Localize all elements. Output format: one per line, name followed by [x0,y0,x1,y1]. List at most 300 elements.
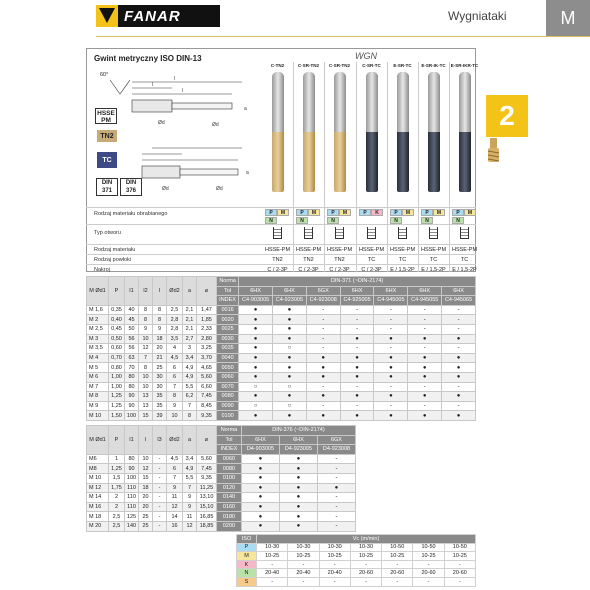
availability-mark: ● [340,392,374,402]
speed-value: - [413,560,444,569]
table-cell: 25 [153,363,167,373]
availability-mark: ● [241,454,279,464]
table-row [87,521,356,531]
table-cell: M 14 [87,493,109,503]
table-cell: - [153,512,167,522]
size-code: 0016 [217,305,239,315]
table-cell: 2 [109,493,125,503]
availability-mark: ● [279,483,317,493]
tolerance-value: 6HX [374,286,408,296]
speed-value: 10-30 [288,543,319,552]
size-code: 0030 [217,334,239,344]
table-cell: 0,40 [109,315,125,325]
availability-mark: ● [273,392,307,402]
table-cell: 6 [167,372,183,382]
size-code: 0080 [217,464,242,474]
hsse-pm-badge: HSSE PM [95,108,117,124]
table-cell: 1,75 [109,483,125,493]
index-value: C4-945005 [374,296,408,306]
din-371-table [86,276,476,421]
availability-mark: - [408,401,442,411]
size-code: 0100 [217,411,239,421]
table-cell: 80 [125,454,139,464]
coating-value: TN2 [303,257,314,263]
speed-value: 10-30 [257,543,288,552]
table-cell: 0,45 [109,324,125,334]
table-cell: 2,8 [167,324,183,334]
speed-value: - [288,560,319,569]
table-cell: 20 [139,502,153,512]
size-code: 0025 [217,324,239,334]
tap-thumbnail-icon [486,138,502,164]
iso-group: S [237,577,257,586]
availability-mark: ● [442,334,476,344]
table-cell: M 6 [87,372,109,382]
material-badge-n: N [296,217,308,224]
table-cell: 4,9 [183,363,197,373]
size-code: 0060 [217,454,242,464]
availability-mark: ● [273,315,307,325]
availability-mark: - [317,473,355,483]
tool-material-value: HSSE-PM [264,247,291,253]
table-row [87,512,356,522]
index-value: C4-923005 [273,296,307,306]
availability-mark: ● [408,411,442,421]
speed-row [237,569,476,578]
col-header: M Ød1 [87,426,109,455]
tc-coating-badge: TC [97,152,117,168]
table-cell: 20 [153,344,167,354]
iso-group: K [237,560,257,569]
chamfer-value: E / 1,5-2P [421,267,446,273]
availability-mark: ● [241,464,279,474]
table-cell: 9 [153,324,167,334]
din-371-badge: DIN 371 [96,178,118,196]
svg-text:l: l [152,82,154,88]
table-cell: 39 [153,411,167,421]
availability-mark: ● [442,372,476,382]
table-cell: 3,5 [167,334,183,344]
availability-mark: - [306,324,340,334]
availability-mark: - [317,454,355,464]
size-code: 0180 [217,512,242,522]
table-cell: 6 [167,464,183,474]
material-badge-m: M [277,209,289,216]
size-code: 0080 [217,392,239,402]
column-divider [293,62,294,272]
availability-mark: ● [239,334,273,344]
table-cell: 4,65 [197,363,217,373]
table-cell: 18 [139,483,153,493]
speed-value: 20-60 [444,569,475,578]
table-cell: M6 [87,454,109,464]
table-cell: 1,25 [109,464,125,474]
tolerance-value: 6GX [317,435,355,445]
speed-value: 20-40 [257,569,288,578]
table-cell: 2 [109,502,125,512]
speed-row [237,543,476,552]
tolerance-value: 6HX [442,286,476,296]
table-cell: 35 [153,392,167,402]
speed-value: - [444,560,475,569]
tolerance-value: 6GX [306,286,340,296]
table-cell: 6 [167,363,183,373]
chamfer-value: C / 2-3P [267,267,288,273]
coating-value: TN2 [334,257,345,263]
tool-shank-image [366,72,378,132]
material-badge-p: P [265,209,277,216]
chamfer-value: C / 2-3P [361,267,382,273]
speed-value: 10-50 [382,543,413,552]
table-cell: 10 [139,382,153,392]
table-row [87,334,476,344]
table-cell: 1,25 [109,392,125,402]
availability-mark: ○ [239,382,273,392]
material-badge-p: P [452,209,464,216]
section-tab: 2 [486,95,528,137]
availability-mark: ● [306,411,340,421]
table-cell: 5,60 [197,454,217,464]
divider [86,207,476,208]
table-cell: M 16 [87,502,109,512]
tool-column-header: E-SR-IKR-TC [450,63,479,68]
table-cell: 11,25 [197,483,217,493]
tool-column-header: C-TN2 [270,63,285,68]
material-badge-k: K [371,209,383,216]
table-cell: 18,85 [197,521,217,531]
norm-value: DIN-376 (~DIN-2174) [241,426,355,436]
availability-mark: - [317,502,355,512]
availability-mark: - [306,344,340,354]
column-divider [356,62,357,272]
table-row [87,324,476,334]
chamfer-value: C / 2-3P [298,267,319,273]
availability-mark: - [317,464,355,474]
table-row [87,344,476,354]
coating-row-label: Rodzaj powłoki [94,257,131,263]
index-value: C4-903005 [239,296,273,306]
table-cell: 8 [153,315,167,325]
availability-mark: ● [317,483,355,493]
table-cell: 12 [167,502,183,512]
size-code: 0140 [217,493,242,503]
availability-mark: ● [241,512,279,522]
column-divider [324,62,325,272]
iso-group: M [237,552,257,561]
col-header: a [183,426,197,455]
availability-mark: ○ [239,401,273,411]
table-cell: - [153,483,167,493]
speed-row [237,560,476,569]
table-cell: 9,35 [197,473,217,483]
availability-mark: ● [239,372,273,382]
tool-material-value: HSSE-PM [420,247,447,253]
table-cell: 7 [167,473,183,483]
table-cell: 0,80 [109,363,125,373]
speed-value: 20-40 [288,569,319,578]
material-badge-n: N [327,217,339,224]
material-badge-p: P [327,209,339,216]
table-cell: 50 [125,324,139,334]
speed-value: - [444,577,475,586]
table-cell: 0,50 [109,334,125,344]
divider [86,264,476,265]
availability-mark: ● [340,363,374,373]
table-cell: 7,45 [197,464,217,474]
col-header: Ød2 [167,426,183,455]
availability-mark: - [340,305,374,315]
speed-value: 10-30 [319,543,350,552]
material-badge-m: M [433,209,445,216]
table-cell: 20 [139,493,153,503]
table-row [87,401,476,411]
iso-label: ISO [237,535,257,544]
tool-column-header: E-SR-TC [393,63,412,68]
speed-value: - [382,577,413,586]
speed-value: 10-50 [413,543,444,552]
availability-mark: ● [273,363,307,373]
table-cell: 90 [125,392,139,402]
table-cell: 8 [139,363,153,373]
table-cell: 45 [125,315,139,325]
availability-mark: ● [306,363,340,373]
speed-value: 20-60 [382,569,413,578]
index-value: D4-903005 [241,445,279,455]
material-row-label: Rodzaj materiału obrabianego [94,211,168,217]
tap-drill-icon: ⌀ [197,277,217,306]
availability-mark: - [317,512,355,522]
table-cell: 90 [125,464,139,474]
table-cell: 3,4 [183,454,197,464]
table-cell: 12 [139,344,153,354]
material-badge-p: P [421,209,433,216]
availability-mark: ○ [273,401,307,411]
availability-mark: ● [239,344,273,354]
norm-label: Norma [217,277,239,287]
availability-mark: ● [408,392,442,402]
table-cell: 16 [167,521,183,531]
table-cell: 0,60 [109,344,125,354]
table-row [87,473,356,483]
table-cell: 100 [125,411,139,421]
material-badge-m: M [402,209,414,216]
vc-label: Vc (m/min) [257,535,476,544]
col-header: l1 [125,426,139,455]
table-cell: - [153,454,167,464]
speed-row [237,577,476,586]
material-badge-n: N [390,217,402,224]
availability-mark: ● [273,353,307,363]
availability-mark: - [374,401,408,411]
table-cell: 1,25 [109,401,125,411]
speed-value: - [350,577,381,586]
divider [86,244,476,245]
section-title: Wygniataki [448,9,507,23]
index-value: C4-945055 [408,296,442,306]
availability-mark: - [374,315,408,325]
availability-mark: ● [239,411,273,421]
availability-mark: ● [442,353,476,363]
availability-mark: ● [239,363,273,373]
norm-value: DIN-371 (~DIN-2174) [239,277,476,287]
table-cell: M 3,5 [87,344,109,354]
table-cell: 14 [167,512,183,522]
table-cell: 7 [183,401,197,411]
speed-value: - [257,560,288,569]
speed-value: - [257,577,288,586]
table-row [87,502,356,512]
product-title: Gwint metryczny ISO DIN-13 [94,54,202,63]
table-cell: M 9 [87,401,109,411]
table-cell: 2,1 [183,324,197,334]
availability-mark: ● [241,521,279,531]
table-row [87,411,476,421]
table-cell: 2,5 [109,512,125,522]
tool-shank-image [397,72,409,132]
table-cell: 110 [125,483,139,493]
cutting-speed-table [236,534,476,587]
availability-mark: - [340,382,374,392]
availability-mark: ● [279,502,317,512]
svg-text:a: a [244,106,247,112]
section-letter: M [546,0,590,36]
table-cell: - [153,464,167,474]
speed-value: - [319,560,350,569]
availability-mark: - [442,344,476,354]
availability-mark: ● [273,334,307,344]
availability-mark: ● [374,372,408,382]
hole-row-label: Typ otworu [94,230,121,236]
table-cell: 140 [125,521,139,531]
svg-text:Ød: Ød [212,122,219,128]
availability-mark: ● [340,411,374,421]
availability-mark: - [374,324,408,334]
table-cell: 8 [153,305,167,315]
material-badge-p: P [359,209,371,216]
tn2-coating-badge: TN2 [97,130,117,142]
table-cell: 10 [139,372,153,382]
availability-mark: ● [241,483,279,493]
availability-mark: - [306,334,340,344]
size-code: 0040 [217,353,239,363]
table-cell: 13 [139,392,153,402]
hole-type-icon [367,227,376,239]
col-header: l3 [153,426,167,455]
table-cell: 3,25 [197,344,217,354]
material-badge-n: N [265,217,277,224]
table-row [87,315,476,325]
table-cell: 25 [139,521,153,531]
availability-mark: ● [374,334,408,344]
coating-value: TN2 [272,257,283,263]
table-cell: 4,5 [167,353,183,363]
table-cell: 30 [153,372,167,382]
table-cell: 4,9 [183,464,197,474]
availability-mark: ● [239,324,273,334]
size-code: 0090 [217,401,239,411]
table-cell: 9,35 [197,411,217,421]
svg-text:l: l [182,88,184,94]
table-cell: 4,5 [167,454,183,464]
col-header: M Ød1 [87,277,109,306]
table-cell: 7,45 [197,392,217,402]
coating-value: TC [460,257,469,263]
availability-mark: - [317,493,355,503]
table-cell: 18 [153,334,167,344]
table-cell: M 5 [87,363,109,373]
availability-mark: ● [340,353,374,363]
availability-mark: ● [306,392,340,402]
tool-shank-image [303,72,315,132]
tol-label: Tol [217,286,239,296]
col-header: l2 [139,277,153,306]
availability-mark: - [442,324,476,334]
table-cell: 80 [125,372,139,382]
speed-value: 10-25 [413,552,444,561]
tolerance-value: 6HX [340,286,374,296]
table-row [87,392,476,402]
size-code: 0060 [217,372,239,382]
tolerance-value: 6HX [241,435,279,445]
table-cell: M 1,6 [87,305,109,315]
hole-type-icon [273,227,282,239]
product-family: WGN [355,51,377,61]
table-cell: 7 [167,382,183,392]
material-badge-m: M [339,209,351,216]
table-cell: 6,60 [197,382,217,392]
speed-value: - [382,560,413,569]
col-header: l1 [125,277,139,306]
size-code: 0035 [217,344,239,354]
table-cell: M 18 [87,512,109,522]
table-cell: M8 [87,464,109,474]
availability-mark: ● [442,363,476,373]
availability-mark: ● [273,372,307,382]
index-value: C4-945065 [442,296,476,306]
table-cell: 1,00 [109,372,125,382]
table-cell: 2,1 [183,315,197,325]
size-code: 0100 [217,473,242,483]
table-cell: 0,35 [109,305,125,315]
table-cell: 2,7 [183,334,197,344]
table-cell: 13 [139,401,153,411]
table-cell: 1,5 [109,473,125,483]
availability-mark: ● [408,334,442,344]
table-cell: 2,1 [183,305,197,315]
speed-value: - [288,577,319,586]
availability-mark: ● [374,363,408,373]
tool-material-value: HSSE-PM [451,247,478,253]
availability-mark: ● [442,411,476,421]
logo-v-icon [96,5,118,27]
availability-mark: ● [239,305,273,315]
table-cell: 9 [167,483,183,493]
table-cell: 10 [139,454,153,464]
availability-mark: - [374,305,408,315]
coating-value: TC [429,257,438,263]
material-badge-p: P [390,209,402,216]
availability-mark: ● [306,353,340,363]
table-cell: 9 [167,401,183,411]
table-cell: 11 [183,512,197,522]
brand-logo [96,5,220,27]
table-cell: 11 [167,493,183,503]
chamfer-row-label: Nakroj [94,267,110,273]
availability-mark: - [340,315,374,325]
table-cell: 10 [167,411,183,421]
angle-label: 60° [100,72,109,78]
table-cell: 0,70 [109,353,125,363]
